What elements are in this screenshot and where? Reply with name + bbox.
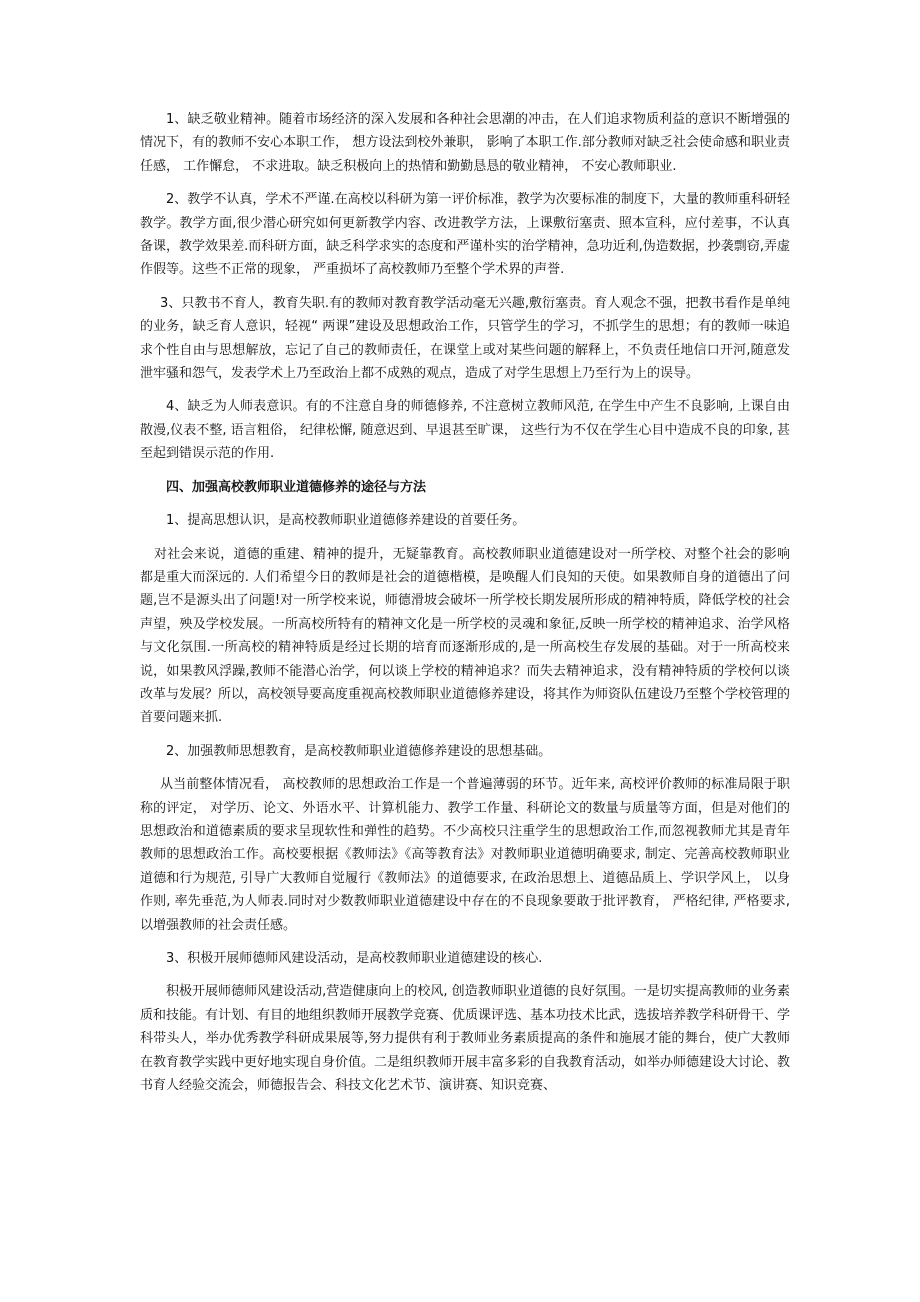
subheading-ethics-activities: 3、积极开展师德师风建设活动，是高校教师职业道德建设的核心. — [166, 951, 543, 966]
section-heading-four: 四、加强高校教师职业道德修养的途径与方法 — [166, 479, 427, 495]
paragraph-lack-dedication: 1、缺乏敬业精神。随着市场经济的深入发展和各种社会思潮的冲击，在人们追求物质利益的意识不断增强的情况下，有的教师不安心本职工作， 想方设法到校外兼职， 影响了本职工作.部分教师对缺乏社会使命感和职业责任感， 工作懈怠， 不求进取。缺乏积极向上的热情和勤勤恳恳的敬业精神， 不安心教师职业. — [140, 112, 790, 174]
document-page — [140, 108, 790, 1107]
paragraph-ethics-activities: 积极开展师德师风建设活动,营造健康向上的校风, 创造教师职业道德的良好氛围。一是切实提高教师的业务素质和技能。有计划、有目的地组织教师开展教学竞赛、优质课评选、基本功技术比武，选拔培养教学科研骨干、学科带头人，举办优秀教学科研成果展等,努力提供有利于教师业务素质提高的条件和施展才能的舞台，使广大教师在教育教学实践中更好地实现自身价值。二是组织教师开展丰富多彩的自我教育活动，如举办师德建设大讨论、教书育人经验交流会，师德报告会、科技文化艺术节、演讲赛、知识竞赛、 — [140, 984, 791, 1094]
paragraph-current-situation: 从当前整体情况看， 高校教师的思想政治工作是一个普遍薄弱的环节。近年来, 高校评价教师的标准局限于职称的评定， 对学历、论文、外语水平、计算机能力、教学工作量、科研论文的数量与质量等方面，但是对他们的思想政治和道德素质的要求呈现软性和弹性的趋势。不少高校只注重学生的思想政治工作,而忽视教师尤其是青年教师的思想政治工作。高校要根据《教师法》《高等教育法》对教师职业道德明确要求, 制定、完善高校教师职业道德和行为规范, 引导广大教师自觉履行《教师法》的道德要求, 在政治思想上、道德品质上、学识学风上， 以身作则, 率先垂范,为人师表.同时对少数教师职业道德建设中存在的不良现象要敢于批评教育， 严格纪律, 严格要求,以增强教师的社会责任感。 — [140, 777, 790, 933]
paragraph-role-model: 4、缺乏为人师表意识。有的不注意自身的师德修养, 不注意树立教师风范, 在学生中产生不良影响, 上课自由散漫,仪表不整, 语言粗俗， 纪律松懈, 随意迟到、早退甚至旷课， 这些行为不仅在学生心目中造成不良的印象, 甚至起到错误示范的作用. — [140, 399, 790, 462]
paragraph-teaching-not-serious: 2、教学不认真，学术不严谨.在高校以科研为第一评价标准，教学为次要标准的制度下，大量的教师重科研轻教学。教学方面,很少潜心研究如何更新教学内容、改进教学方法，上课敷衍塞责、照本宣科，应付差事，不认真备课，教学效果差.而科研方面，缺乏科学求实的态度和严谨朴实的治学精神，急功近利,伪造数据，抄袭剽窃,弄虚作假等。这些不正常的现象， 严重损坏了高校教师乃至整个学术界的声誉. — [140, 192, 790, 278]
paragraph-teach-not-educate: 3、只教书不育人，教育失职.有的教师对教育教学活动毫无兴趣,敷衍塞责。育人观念不强，把教书看作是单纯的业务，缺乏育人意识，轻视“ 两课”建设及思想政治工作，只管学生的学习，不抓学生的思想；有的教师一味追求个性自由与思想解放，忘记了自己的教师责任，在课堂上或对某些问题的解释上，不负责任地信口开河,随意发泄牢骚和怨气，发表学术上乃至政治上都不成熟的观点，造成了对学生思想上乃至行为上的误导。 — [140, 295, 790, 382]
paragraph-society-morality: 对社会来说，道德的重建、精神的提升，无疑靠教育。高校教师职业道德建设对一所学校、对整个社会的影响都是重大而深远的. 人们希望今日的教师是社会的道德楷模，是唤醒人们良知的天使。如果教师自身的道德出了问题,岂不是源头出了问题!对一所学校来说，师德滑坡会破坏一所学校长期发展所形成的精神特质，降低学校的社会声望，殃及学校发展。一所高校所特有的精神文化是一所学校的灵魂和象征,反映一所学校的精神追求、治学风格与文化氛围.一所高校的精神特质是经过长期的培育而逐渐形成的,是一所高校生存发展的基础。对于一所高校来说，如果教风浮躁,教师不能潜心治学，何以谈上学校的精神追求？而失去精神追求，没有精神特质的学校何以谈改革与发展？所以，高校领导要高度重视高校教师职业道德修养建设，将其作为师资队伍建设乃至整个学校管理的首要问题来抓. — [140, 546, 791, 726]
subheading-raise-awareness: 1、提高思想认识，是高校教师职业道德修养建设的首要任务。 — [166, 513, 526, 529]
subheading-ideological-education: 2、加强教师思想教育，是高校教师职业道德修养建设的思想基础。 — [166, 743, 552, 759]
